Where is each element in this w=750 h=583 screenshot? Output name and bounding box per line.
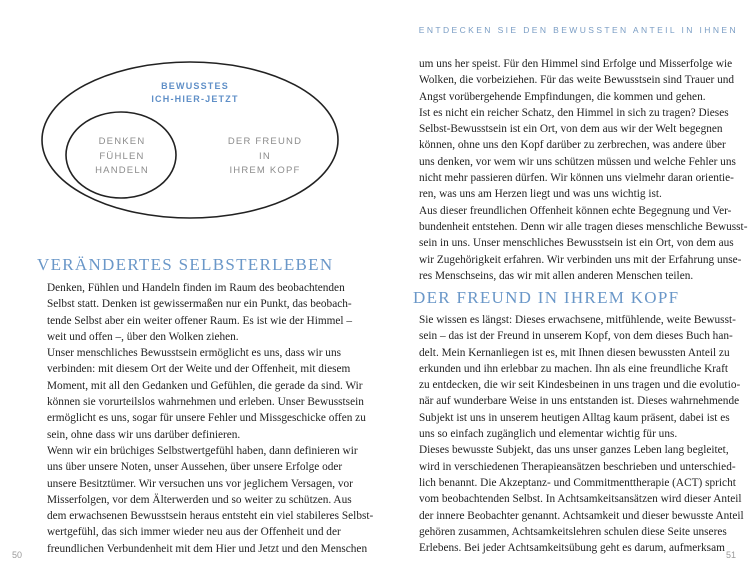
text-line: Selbst statt. Denken ist gewissermaßen nur ein Punkt, das beobach- bbox=[47, 298, 352, 311]
right-page bbox=[375, 0, 750, 583]
right-body-text-top bbox=[419, 56, 748, 284]
text-line: Erlebens. Bei jeder Achtsamkeitsübung geht es darum, aufmerksam bbox=[419, 542, 725, 555]
text-line: Sie wissen es längst: Dieses erwachsene, mitfühlende, weite Bewusst- bbox=[419, 314, 736, 326]
text-line: Angst vorübergehende Empfindungen, die kommen und gehen. bbox=[419, 90, 706, 103]
text-line: dem erwachsenen Bewusstsein heraus entsteht ein viel stabileres Selbst- bbox=[47, 510, 374, 523]
running-head: ENTDECKEN SIE DEN BEWUSSTEN ANTEIL IN IHNEN bbox=[418, 25, 738, 35]
text-line: um uns her speist. Für den Himmel sind Erfolge und Misserfolge wie bbox=[419, 58, 733, 70]
section-heading-der-freund: DER FREUND IN IHREM KOPF bbox=[413, 288, 680, 307]
text-line: ren, was uns am Herzen liegt und was uns wichtig ist. bbox=[419, 188, 662, 201]
text-line: ermöglicht es uns, sogar für unsere Fehler und Missgeschicke offen zu bbox=[47, 412, 366, 425]
diagram-label-denken-fuehlen-handeln: DENKEN FÜHLEN HANDELN bbox=[95, 136, 149, 176]
text-line: lich benannt. Die Akzeptanz- und Commitmenttherapie (ACT) spricht bbox=[419, 476, 736, 489]
text-line: können, ohne uns den Kopf darüber zu zerbrechen, was andere über bbox=[419, 139, 726, 152]
text-line: delt. Mein Kernanliegen ist es, mit Ihnen diesen bewussten Anteil zu bbox=[419, 346, 730, 359]
text-line: Ist es nicht ein reicher Schatz, den Himmel in sich zu tragen? Dieses bbox=[419, 106, 729, 119]
text-line: Moment, mit all den Gedanken und Gefühlen, die gerade da sind. Wir bbox=[47, 379, 363, 392]
left-body-text bbox=[47, 280, 374, 557]
text-line: können sie vorurteilslos wahrnehmen und erleben. Unser Bewusstsein bbox=[47, 396, 364, 409]
text-line: nicht mehr passieren dürfen. Wir können uns vielmehr daran orientie- bbox=[419, 172, 734, 185]
text-line: weit und offen –, über den Wolken ziehen. bbox=[47, 330, 239, 343]
text-line: wertgefühl, das sich immer wieder neu aus der Offenheit und der bbox=[47, 526, 341, 539]
text-line: Denken, Fühlen und Handeln finden im Raum des beobachtenden bbox=[47, 282, 345, 294]
text-line: unsere Besitztümer. Wir versuchen uns vor jeglichem Versagen, vor bbox=[47, 477, 353, 490]
text-line: res Menschseins, das wir mit allen anderen Menschen teilen. bbox=[419, 269, 694, 282]
text-line: der innere Beobachter genannt. Achtsamkeit und dieser bewusste Anteil bbox=[419, 509, 744, 522]
text-line: wir Zugehörigkeit erfahren. Wir verbinden uns mit der Erfahrung unse- bbox=[419, 253, 742, 266]
text-line: Unser menschliches Bewusstsein ermöglicht es uns, dass wir uns bbox=[47, 347, 341, 360]
text-line: bundenheit entstehen. Denn wir alle tragen dieses menschliche Bewusst- bbox=[419, 220, 748, 233]
text-line: wird in verschiedenen Therapieansätzen beschrieben und unterschied- bbox=[419, 460, 736, 473]
text-line: sein, ohne dass wir uns darüber definieren. bbox=[47, 428, 241, 441]
text-line: freundlichen Verbundenheit mit dem Hier und Jetzt und den Menschen bbox=[47, 542, 368, 555]
text-line: sein in uns. Unser menschliches Bewusstsein ist ein Ort, von dem aus bbox=[419, 237, 734, 250]
text-line: Subjekt ist uns in unserem heutigen Alltag kaum präsent, dabei ist es bbox=[419, 411, 730, 424]
diagram-ellipses bbox=[0, 0, 375, 250]
ellipse-diagram bbox=[0, 0, 375, 250]
text-line: tende Selbst aber ein weiter offener Raum. Es ist wie der Himmel – bbox=[47, 314, 353, 327]
text-line: sein – das ist der Freund in unserem Kopf, von dem dieses Buch han- bbox=[419, 330, 733, 343]
text-line: Dieses bewusste Subjekt, das uns unser ganzes Leben lang begleitet, bbox=[419, 444, 729, 457]
text-line: Wolken, die vorbeiziehen. Für das weite Bewusstsein sind Trauer und bbox=[419, 74, 735, 87]
diagram-label-freund-im-kopf: DER FREUND IN IHREM KOPF bbox=[227, 136, 303, 176]
page-number-left: 50 bbox=[12, 550, 23, 560]
text-line: Wenn wir ein brüchiges Selbstwertgefühl haben, dann definieren wir bbox=[47, 444, 358, 457]
text-line: gehören zusammen, Achtsamkeitslehren schulen diese Seite unseres bbox=[419, 525, 727, 538]
text-line: när auf wunderbare Weise in uns entstanden ist. Dieses wahrnehmende bbox=[419, 395, 740, 408]
section-heading-veraendertes-selbsterleben: VERÄNDERTES SELBSTERLEBEN bbox=[37, 255, 334, 274]
text-line: uns über unsere Noten, unser Aussehen, über unsere Erfolge oder bbox=[47, 461, 343, 474]
page-number-right: 51 bbox=[725, 550, 736, 560]
text-line: uns denken, vor wem wir uns schützen müssen und welche Fehler uns bbox=[419, 155, 736, 168]
diagram-label-bewusstes-ich: BEWUSSTES ICH-HIER-JETZT bbox=[151, 81, 239, 104]
text-line: vom beobachtenden Selbst. In Achtsamkeitsansätzen wird dieser Anteil bbox=[419, 493, 742, 506]
text-line: Selbst-Bewusstsein ist ein Ort, von dem aus wir der Welt begegnen bbox=[419, 123, 723, 136]
text-line: Misserfolgen, vor dem Älterwerden und so weiter zu schützen. Aus bbox=[47, 493, 352, 506]
text-line: zu entdecken, die wir seit Kindesbeinen in uns tragen und die evolutio- bbox=[419, 379, 741, 392]
text-line: Aus dieser freundlichen Offenheit können echte Begegnung und Ver- bbox=[419, 204, 732, 217]
text-line: erkunden und ihn erlebbar zu machen. Ihn als eine freundliche Kraft bbox=[419, 362, 728, 375]
text-line: uns so einfach zugänglich und elementar wichtig für uns. bbox=[419, 428, 678, 441]
text-line: verbinden: mit diesem Ort der Weite und der Offenheit, mit diesem bbox=[47, 363, 351, 376]
